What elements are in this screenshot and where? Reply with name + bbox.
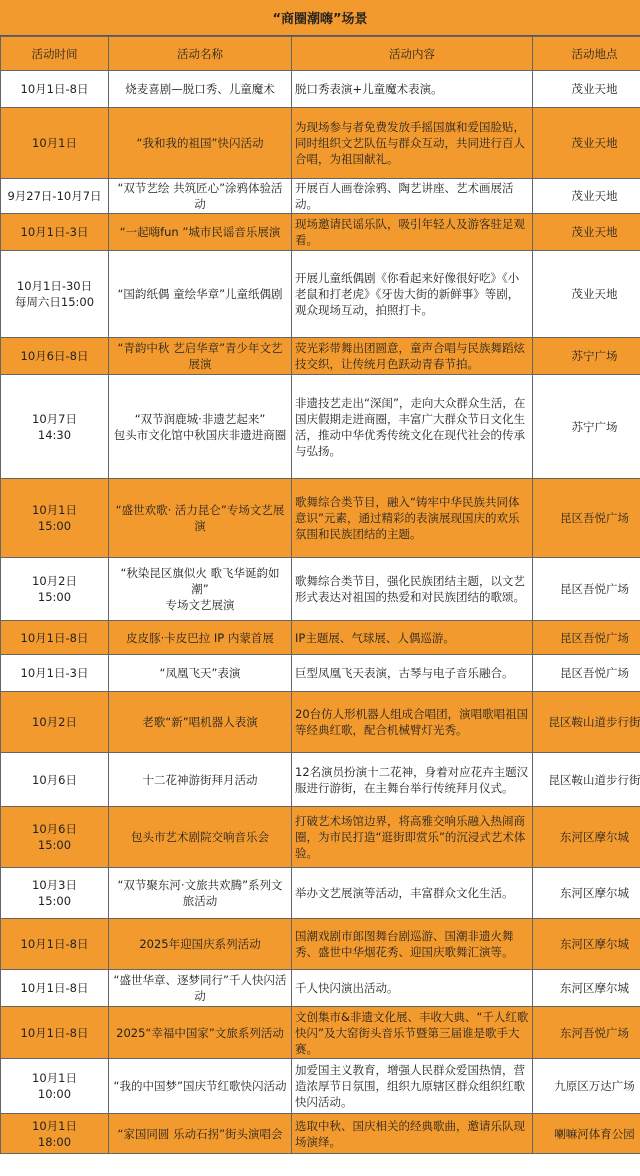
cell-time: 10月1日 15:00: [1, 479, 109, 558]
cell-time: 10月2日 15:00: [1, 558, 109, 621]
cell-time: 10月6日 15:00: [1, 807, 109, 868]
cell-content: 12名演员扮演十二花神，身着对应花卉主题汉服进行游街，在主舞台举行传统拜月仪式。: [292, 753, 533, 807]
cell-place: 九原区万达广场: [533, 1059, 640, 1114]
cell-name: “青韵中秋 艺启华章”青少年文艺展演: [109, 338, 292, 375]
table-row: [1, 692, 640, 753]
cell-content: 脱口秀表演+儿童魔术表演。: [292, 71, 533, 108]
cell-name: “双节润鹿城·非遗艺起来” 包头市文化馆中秋国庆非遗进商圈: [109, 375, 292, 479]
cell-place: 茂业天地: [533, 251, 640, 338]
cell-content: 加爱国主义教育，增强人民群众爱国热情，营造浓厚节日氛围，组织九原辖区群众组织红歌快闪活动。: [292, 1059, 533, 1114]
header-content: 活动内容: [292, 37, 533, 71]
cell-place: 茂业天地: [533, 108, 640, 179]
cell-place: 茂业天地: [533, 179, 640, 214]
cell-place: 昆区吾悦广场: [533, 621, 640, 655]
cell-name: 2025“幸福中国家”文旅系列活动: [109, 1007, 292, 1059]
cell-name: “盛世欢歌· 活力昆仑”专场文艺展演: [109, 479, 292, 558]
cell-time: 10月6日-8日: [1, 338, 109, 375]
cell-name: “双节艺绘 共筑匠心”涂鸦体验活动: [109, 179, 292, 214]
cell-time: 10月1日 10:00: [1, 1059, 109, 1114]
cell-place: 东河区摩尔城: [533, 970, 640, 1007]
cell-name: 2025年迎国庆系列活动: [109, 919, 292, 970]
header-row: [1, 37, 640, 71]
table-row: [1, 655, 640, 692]
table-row: [1, 807, 640, 868]
cell-content: 开展儿童纸偶剧《你看起来好像很好吃》《小老鼠和打老虎》《牙齿大街的新鲜事》等剧，观众现场互动，拍照打卡。: [292, 251, 533, 338]
table-row: [1, 479, 640, 558]
cell-place: 东河区摩尔城: [533, 868, 640, 919]
cell-time: 10月6日: [1, 753, 109, 807]
cell-name: “家国同圆 乐动石拐”街头演唱会: [109, 1114, 292, 1154]
cell-place: 昆区鞍山道步行街: [533, 753, 640, 807]
cell-place: 东河区摩尔城: [533, 807, 640, 868]
cell-content: 非遗技艺走出“深闺”，走向大众群众生活，在国庆假期走进商圈，丰富广大群众节日文化生活，推动中华优秀传统文化在现代社会的传承与弘扬。: [292, 375, 533, 479]
cell-time: 10月1日-3日: [1, 655, 109, 692]
cell-content: 歌舞综合类节目，强化民族团结主题，以文艺形式表达对祖国的热爱和对民族团结的歌颂。: [292, 558, 533, 621]
cell-name: 十二花神游街拜月活动: [109, 753, 292, 807]
cell-name: “国韵纸偶 童绘华章”儿童纸偶剧: [109, 251, 292, 338]
cell-content: 开展百人画卷涂鸦、陶艺讲座、艺术画展活动。: [292, 179, 533, 214]
cell-name: “我和我的祖国”快闪活动: [109, 108, 292, 179]
cell-name: 皮皮豚·卡皮巴拉 IP 内蒙首展: [109, 621, 292, 655]
cell-time: 10月1日-8日: [1, 1007, 109, 1059]
cell-content: 国潮戏剧市郎图舞台剧巡游、国潮非遗火舞秀、盛世中华烟花秀、迎国庆歌舞汇演等。: [292, 919, 533, 970]
table-row: [1, 1059, 640, 1114]
table-row: [1, 251, 640, 338]
table-row: [1, 1114, 640, 1154]
cell-name: “我的中国梦”国庆节红歌快闪活动: [109, 1059, 292, 1114]
table-row: [1, 108, 640, 179]
cell-place: 茂业天地: [533, 71, 640, 108]
cell-content: 打破艺术场馆边界，将高雅交响乐融入热闹商圈，为市民打造“逛街即赏乐”的沉浸式艺术体验。: [292, 807, 533, 868]
table-row: [1, 753, 640, 807]
table-row: [1, 71, 640, 108]
table-title: “商圈潮嗨”场景: [0, 0, 640, 36]
cell-place: 苏宁广场: [533, 338, 640, 375]
header-place: 活动地点: [533, 37, 640, 71]
table-row: [1, 621, 640, 655]
cell-content: IP主题展、气球展、人偶巡游。: [292, 621, 533, 655]
header-name: 活动名称: [109, 37, 292, 71]
cell-time: 9月27日-10月7日: [1, 179, 109, 214]
cell-content: 举办文艺展演等活动，丰富群众文化生活。: [292, 868, 533, 919]
events-body: [1, 71, 640, 1154]
table-row: [1, 970, 640, 1007]
table-row: [1, 868, 640, 919]
cell-content: 现场邀请民谣乐队，吸引年轻人及游客驻足观看。: [292, 214, 533, 251]
cell-time: 10月1日 18:00: [1, 1114, 109, 1154]
cell-content: 千人快闪演出活动。: [292, 970, 533, 1007]
cell-content: 荧光彩带舞出团圆意，童声合唱与民族舞蹈炫技交织，让传统月色跃动青春节拍。: [292, 338, 533, 375]
cell-place: 苏宁广场: [533, 375, 640, 479]
cell-content: 文创集市&非遗文化展、丰收大典、“千人红歌快闪”及大窑街头音乐节暨第三届谁是歌手大赛。: [292, 1007, 533, 1059]
cell-name: “盛世华章、逐梦同行”千人快闪活动: [109, 970, 292, 1007]
table-row: [1, 375, 640, 479]
cell-place: 昆区鞍山道步行街: [533, 692, 640, 753]
cell-name: 包头市艺术剧院交响音乐会: [109, 807, 292, 868]
cell-place: 昆区吾悦广场: [533, 479, 640, 558]
cell-content: 选取中秋、国庆相关的经典歌曲，邀请乐队现场演绎。: [292, 1114, 533, 1154]
cell-time: 10月1日-30日 每周六日15:00: [1, 251, 109, 338]
cell-place: 茂业天地: [533, 214, 640, 251]
cell-content: 为现场参与者免费发放手摇国旗和爱国脸贴，同时组织文艺队伍与群众互动，共同进行百人合唱，为祖国献礼。: [292, 108, 533, 179]
table-row: [1, 919, 640, 970]
cell-time: 10月3日 15:00: [1, 868, 109, 919]
cell-content: 巨型凤凰飞天表演，古琴与电子音乐融合。: [292, 655, 533, 692]
cell-time: 10月2日: [1, 692, 109, 753]
table-row: [1, 558, 640, 621]
table-row: [1, 179, 640, 214]
cell-name: “秋染昆区旗似火 歌飞华诞韵如潮” 专场文艺展演: [109, 558, 292, 621]
cell-content: 歌舞综合类节目，融入“铸牢中华民族共同体意识”元素，通过精彩的表演展现国庆的欢乐氛围和民族团结的主题。: [292, 479, 533, 558]
cell-name: 烧麦喜剧—脱口秀、儿童魔术: [109, 71, 292, 108]
cell-place: 东河区摩尔城: [533, 919, 640, 970]
cell-time: 10月1日-8日: [1, 71, 109, 108]
cell-name: “双节聚东河·文旅共欢腾”系列文旅活动: [109, 868, 292, 919]
cell-time: 10月1日: [1, 108, 109, 179]
cell-time: 10月7日 14:30: [1, 375, 109, 479]
cell-time: 10月1日-3日: [1, 214, 109, 251]
cell-place: 喇嘛河体育公园: [533, 1114, 640, 1154]
events-table: [0, 36, 640, 1154]
table-row: [1, 1007, 640, 1059]
cell-name: “凤凰飞天”表演: [109, 655, 292, 692]
cell-place: 昆区吾悦广场: [533, 558, 640, 621]
cell-time: 10月1日-8日: [1, 919, 109, 970]
cell-name: “一起嗨fun ”城市民谣音乐展演: [109, 214, 292, 251]
cell-time: 10月1日-8日: [1, 621, 109, 655]
cell-place: 昆区吾悦广场: [533, 655, 640, 692]
cell-content: 20台仿人形机器人组成合唱团，演唱歌唱祖国等经典红歌，配合机械臂灯光秀。: [292, 692, 533, 753]
cell-place: 东河吾悦广场: [533, 1007, 640, 1059]
table-row: [1, 214, 640, 251]
cell-name: 老歌“新”唱机器人表演: [109, 692, 292, 753]
header-time: 活动时间: [1, 37, 109, 71]
table-row: [1, 338, 640, 375]
cell-time: 10月1日-8日: [1, 970, 109, 1007]
